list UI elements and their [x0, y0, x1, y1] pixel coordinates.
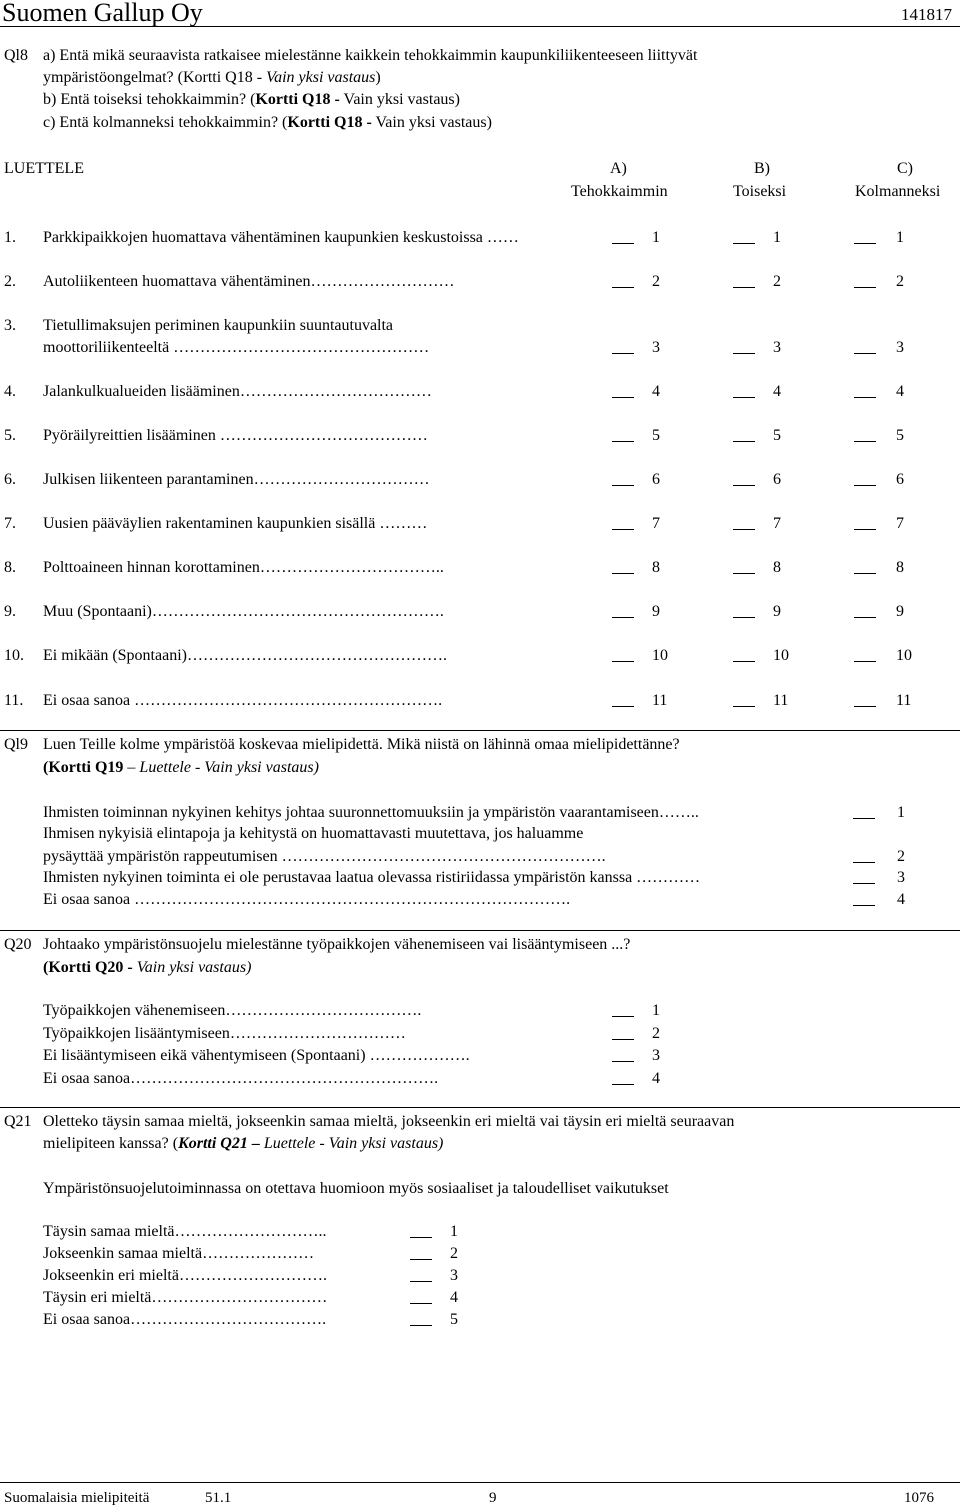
answer-blank[interactable]: [853, 862, 875, 863]
answer-code-a: 3: [652, 339, 660, 356]
answer-blank[interactable]: [410, 1237, 432, 1238]
list-item-text: Pyöräilyreittien lisääminen …………………………………: [43, 427, 428, 444]
answer-blank-b[interactable]: [733, 287, 755, 288]
answer-code-b: 10: [773, 647, 789, 664]
column-header-a: A): [610, 160, 627, 177]
answer-blank-a[interactable]: [612, 529, 634, 530]
answer-code-b: 8: [773, 559, 781, 576]
answer-blank-b[interactable]: [733, 243, 755, 244]
statement: Ympäristönsuojelutoiminnassa on otettava huomioon myös sosiaaliset ja taloudelliset vaikutukset: [43, 1180, 669, 1197]
answer-code-c: 10: [896, 647, 912, 664]
section-divider: [0, 930, 960, 931]
question-instruction: (Kortti Q19 – Luettele - Vain yksi vastaus): [43, 759, 319, 776]
answer-blank-a[interactable]: [612, 661, 634, 662]
answer-option: Ihmisten toiminnan nykyinen kehitys johtaa suuronnettomuuksiin ja ympäristön vaarantamiseen……..: [43, 804, 699, 821]
answer-code: 4: [652, 1069, 660, 1087]
answer-code-c: 8: [896, 559, 904, 576]
answer-blank-c[interactable]: [854, 441, 876, 442]
organization-name: Suomen Gallup Oy: [2, 0, 203, 27]
answer-code-b: 11: [773, 692, 789, 709]
answer-blank[interactable]: [853, 905, 875, 906]
answer-code: 2: [450, 1245, 458, 1262]
question-number: Ql9: [4, 736, 28, 753]
answer-code-a: 9: [652, 603, 660, 620]
question-number: Q20: [4, 936, 32, 953]
question-text: Oletteko täysin samaa mieltä, jokseenkin samaa mieltä, jokseenkin eri mieltä vai täysin eri mieltä seuraavan: [43, 1113, 735, 1130]
answer-code-a: 8: [652, 559, 660, 576]
answer-blank-b[interactable]: [733, 529, 755, 530]
answer-blank-b[interactable]: [733, 617, 755, 618]
answer-code-c: 7: [896, 515, 904, 532]
question-instruction: (Kortti Q20 - Vain yksi vastaus): [43, 959, 252, 976]
column-header-b: B): [754, 160, 770, 177]
footer-publication: Suomalaisia mielipiteitä: [4, 1490, 150, 1506]
answer-code: 2: [897, 848, 905, 865]
answer-option: Jokseenkin samaa mieltä…………………: [43, 1245, 315, 1262]
answer-code-a: 7: [652, 515, 660, 532]
answer-option: Ihmisten nykyinen toiminta ei ole perustavaa laatua olevassa ristiriidassa ympäristön kanssa …………: [43, 869, 701, 886]
answer-code-b: 5: [773, 427, 781, 444]
list-item-number: 2.: [4, 273, 16, 290]
answer-code-c: 6: [896, 471, 904, 488]
answer-blank-c[interactable]: [854, 353, 876, 354]
answer-blank-c[interactable]: [854, 243, 876, 244]
answer-code-c: 11: [896, 692, 912, 709]
answer-blank-a[interactable]: [612, 353, 634, 354]
answer-blank[interactable]: [410, 1325, 432, 1326]
answer-code-a: 10: [652, 647, 668, 664]
answer-blank[interactable]: [410, 1281, 432, 1282]
answer-code-b: 7: [773, 515, 781, 532]
answer-blank-c[interactable]: [854, 485, 876, 486]
answer-code-b: 3: [773, 339, 781, 356]
list-label: LUETTELE: [4, 160, 84, 177]
answer-blank[interactable]: [410, 1303, 432, 1304]
question-text: ympäristöongelmat? (Kortti Q18 - Vain yksi vastaus): [43, 69, 381, 86]
list-item-number: 10.: [4, 647, 24, 664]
answer-code: 1: [897, 804, 905, 821]
answer-code: 4: [450, 1289, 458, 1306]
column-header-b-label: Toiseksi: [733, 183, 787, 200]
list-item-number: 11.: [4, 692, 24, 709]
footer-code: 1076: [904, 1490, 934, 1506]
answer-code-b: 1: [773, 229, 781, 246]
list-item-number: 1.: [4, 229, 16, 246]
list-item-text: Jalankulkualueiden lisääminen………………………………: [43, 383, 432, 400]
list-item-number: 8.: [4, 559, 16, 576]
answer-blank[interactable]: [853, 883, 875, 884]
answer-code: 3: [652, 1047, 660, 1064]
list-item-text: moottoriliikenteeltä …………………………………………: [43, 339, 430, 356]
question-text: c) Entä kolmanneksi tehokkaimmin? (Kortti Q18 - Vain yksi vastaus): [43, 114, 492, 131]
list-item-text: Ei mikään (Spontaani)………………………………………….: [43, 647, 447, 664]
header-divider: [0, 26, 960, 27]
list-item-text: Uusien pääväylien rakentaminen kaupunkien sisällä ………: [43, 515, 428, 532]
answer-option: Ei osaa sanoa………………………………………………….: [43, 1069, 439, 1087]
answer-code-b: 9: [773, 603, 781, 620]
question-number: Ql8: [4, 47, 28, 64]
answer-blank-a[interactable]: [612, 441, 634, 442]
question-number: Q21: [4, 1113, 32, 1130]
answer-blank-a[interactable]: [612, 706, 634, 707]
answer-blank[interactable]: [853, 818, 875, 819]
footer-page-number: 9: [489, 1490, 497, 1506]
answer-code-c: 2: [896, 273, 904, 290]
list-item-number: 9.: [4, 603, 16, 620]
answer-code-a: 5: [652, 427, 660, 444]
answer-code: 4: [897, 891, 905, 908]
list-item-number: 6.: [4, 471, 16, 488]
footer-divider: [0, 1482, 960, 1483]
answer-code-a: 4: [652, 383, 660, 400]
answer-blank-b[interactable]: [733, 485, 755, 486]
answer-code-a: 1: [652, 229, 660, 246]
answer-code: 3: [450, 1267, 458, 1284]
question-text: a) Entä mikä seuraavista ratkaisee mielestänne kaikkein tehokkaimmin kaupunkiliikenteeseen liittyvät: [43, 47, 698, 64]
answer-option: Työpaikkojen lisääntymiseen……………………………: [43, 1024, 406, 1042]
answer-option: Ei osaa sanoa ……………………………………………………………………….: [43, 891, 571, 908]
answer-blank[interactable]: [612, 1039, 634, 1040]
answer-blank-b[interactable]: [733, 661, 755, 662]
answer-option: Jokseenkin eri mieltä……………………….: [43, 1267, 327, 1284]
question-text: Johtaako ympäristönsuojelu mielestänne työpaikkojen vähenemiseen vai lisääntymiseen ...?: [43, 936, 631, 953]
answer-blank[interactable]: [612, 1084, 634, 1085]
answer-blank-b[interactable]: [733, 441, 755, 442]
list-item-text: Muu (Spontaani)……………………………………………….: [43, 603, 444, 620]
answer-blank-b[interactable]: [733, 706, 755, 707]
answer-blank-b[interactable]: [733, 573, 755, 574]
document-id: 141817: [901, 5, 952, 24]
answer-blank-b[interactable]: [733, 353, 755, 354]
answer-option: Täysin eri mieltä……………………………: [43, 1289, 328, 1306]
answer-blank-a[interactable]: [612, 397, 634, 398]
list-item-number: 5.: [4, 427, 16, 444]
question-text: mielipiteen kanssa? (Kortti Q21 – Luettele - Vain yksi vastaus): [43, 1135, 444, 1152]
column-header-a-label: Tehokkaimmin: [571, 183, 668, 200]
section-divider: [0, 730, 960, 731]
answer-code-c: 1: [896, 229, 904, 246]
answer-blank-b[interactable]: [733, 397, 755, 398]
list-item-number: 4.: [4, 383, 16, 400]
answer-code-c: 5: [896, 427, 904, 444]
list-item-text: Julkisen liikenteen parantaminen……………………………: [43, 471, 430, 488]
answer-option: Ei osaa sanoa……………………………….: [43, 1311, 327, 1328]
list-item-number: 7.: [4, 515, 16, 532]
answer-blank[interactable]: [410, 1259, 432, 1260]
answer-code: 3: [897, 869, 905, 886]
answer-code-a: 6: [652, 471, 660, 488]
answer-blank[interactable]: [612, 1016, 634, 1017]
answer-code-a: 2: [652, 273, 660, 290]
answer-blank-c[interactable]: [854, 573, 876, 574]
answer-option: Täysin samaa mieltä………………………..: [43, 1223, 327, 1240]
answer-code: 1: [450, 1223, 458, 1240]
answer-blank-c[interactable]: [854, 287, 876, 288]
answer-blank[interactable]: [612, 1061, 634, 1062]
answer-code: 1: [652, 1002, 660, 1019]
answer-blank-c[interactable]: [854, 617, 876, 618]
answer-blank-a[interactable]: [612, 243, 634, 244]
answer-code: 2: [652, 1024, 660, 1042]
answer-blank-c[interactable]: [854, 397, 876, 398]
list-item-text: Ei osaa sanoa ………………………………………………….: [43, 692, 443, 709]
column-header-c-label: Kolmanneksi: [855, 183, 941, 200]
answer-option: pysäyttää ympäristön rappeutumisen …………………………………………………….: [43, 848, 606, 865]
answer-blank-a[interactable]: [612, 617, 634, 618]
answer-blank-a[interactable]: [612, 287, 634, 288]
answer-blank-c[interactable]: [854, 529, 876, 530]
question-text: b) Entä toiseksi tehokkaimmin? (Kortti Q18 - Vain yksi vastaus): [43, 91, 460, 108]
answer-option: Ei lisääntymiseen eikä vähentymiseen (Spontaani) ……………….: [43, 1047, 470, 1064]
answer-code-c: 4: [896, 383, 904, 400]
list-item-text: Autoliikenteen huomattava vähentäminen………………………: [43, 273, 455, 290]
answer-blank-c[interactable]: [854, 706, 876, 707]
list-item-number: 3.: [4, 317, 16, 334]
answer-code-b: 6: [773, 471, 781, 488]
answer-blank-a[interactable]: [612, 485, 634, 486]
question-text: Luen Teille kolme ympäristöä koskevaa mielipidettä. Mikä niistä on lähinnä omaa mielipidettänne?: [43, 736, 680, 753]
list-item-text: Polttoaineen hinnan korottaminen……………………………..: [43, 559, 444, 576]
answer-option: Työpaikkojen vähenemiseen……………………………….: [43, 1002, 422, 1019]
column-header-c: C): [897, 160, 913, 177]
answer-blank-c[interactable]: [854, 661, 876, 662]
answer-code-b: 2: [773, 273, 781, 290]
list-item-text: Tietullimaksujen periminen kaupunkiin suuntautuvalta: [43, 317, 394, 334]
list-item-text: Parkkipaikkojen huomattava vähentäminen kaupunkien keskustoissa ……: [43, 229, 519, 246]
answer-code-c: 9: [896, 603, 904, 620]
answer-code-a: 11: [652, 692, 668, 709]
answer-code-c: 3: [896, 339, 904, 356]
section-divider: [0, 1107, 960, 1108]
footer-issue: 51.1: [205, 1490, 232, 1506]
answer-option: Ihmisen nykyisiä elintapoja ja kehitystä on huomattavasti muutettava, jos haluamme: [43, 825, 584, 842]
answer-code-b: 4: [773, 383, 781, 400]
answer-blank-a[interactable]: [612, 573, 634, 574]
answer-code: 5: [450, 1311, 458, 1328]
